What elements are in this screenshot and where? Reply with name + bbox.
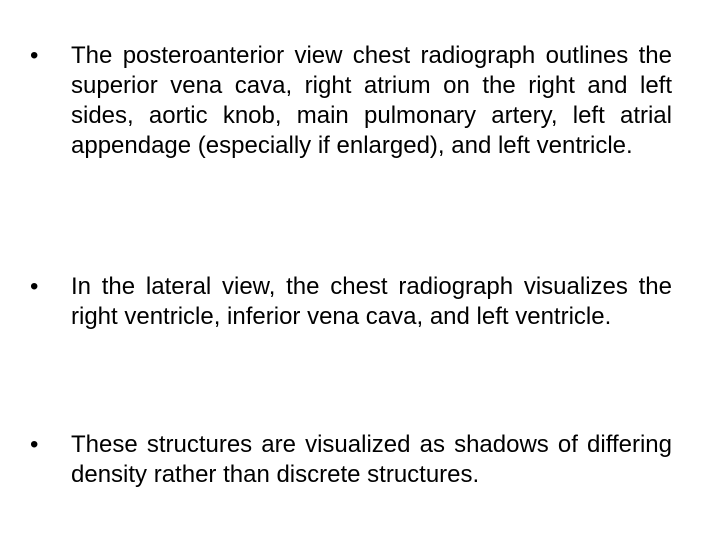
bullet-text: In the lateral view, the chest radiograph visualizes the right ventricle, inferior vena cava, and left ventricle. (71, 273, 672, 330)
bullet-item-shadows (30, 430, 672, 490)
bullet-marker: • (30, 42, 39, 69)
bullet-marker: • (30, 431, 39, 458)
bullet-item-pa-view (30, 41, 672, 161)
bullet-marker: • (30, 273, 39, 300)
bullet-text: These structures are visualized as shadows of differing density rather than discrete structures. (71, 431, 672, 488)
bullet-item-lateral-view (30, 272, 672, 332)
bullet-text: The posteroanterior view chest radiograph outlines the superior vena cava, right atrium on the right and left sides, aortic knob, main pulmonary artery, left atrial appendage (especially if enlarged), and left ventricle. (71, 42, 672, 159)
